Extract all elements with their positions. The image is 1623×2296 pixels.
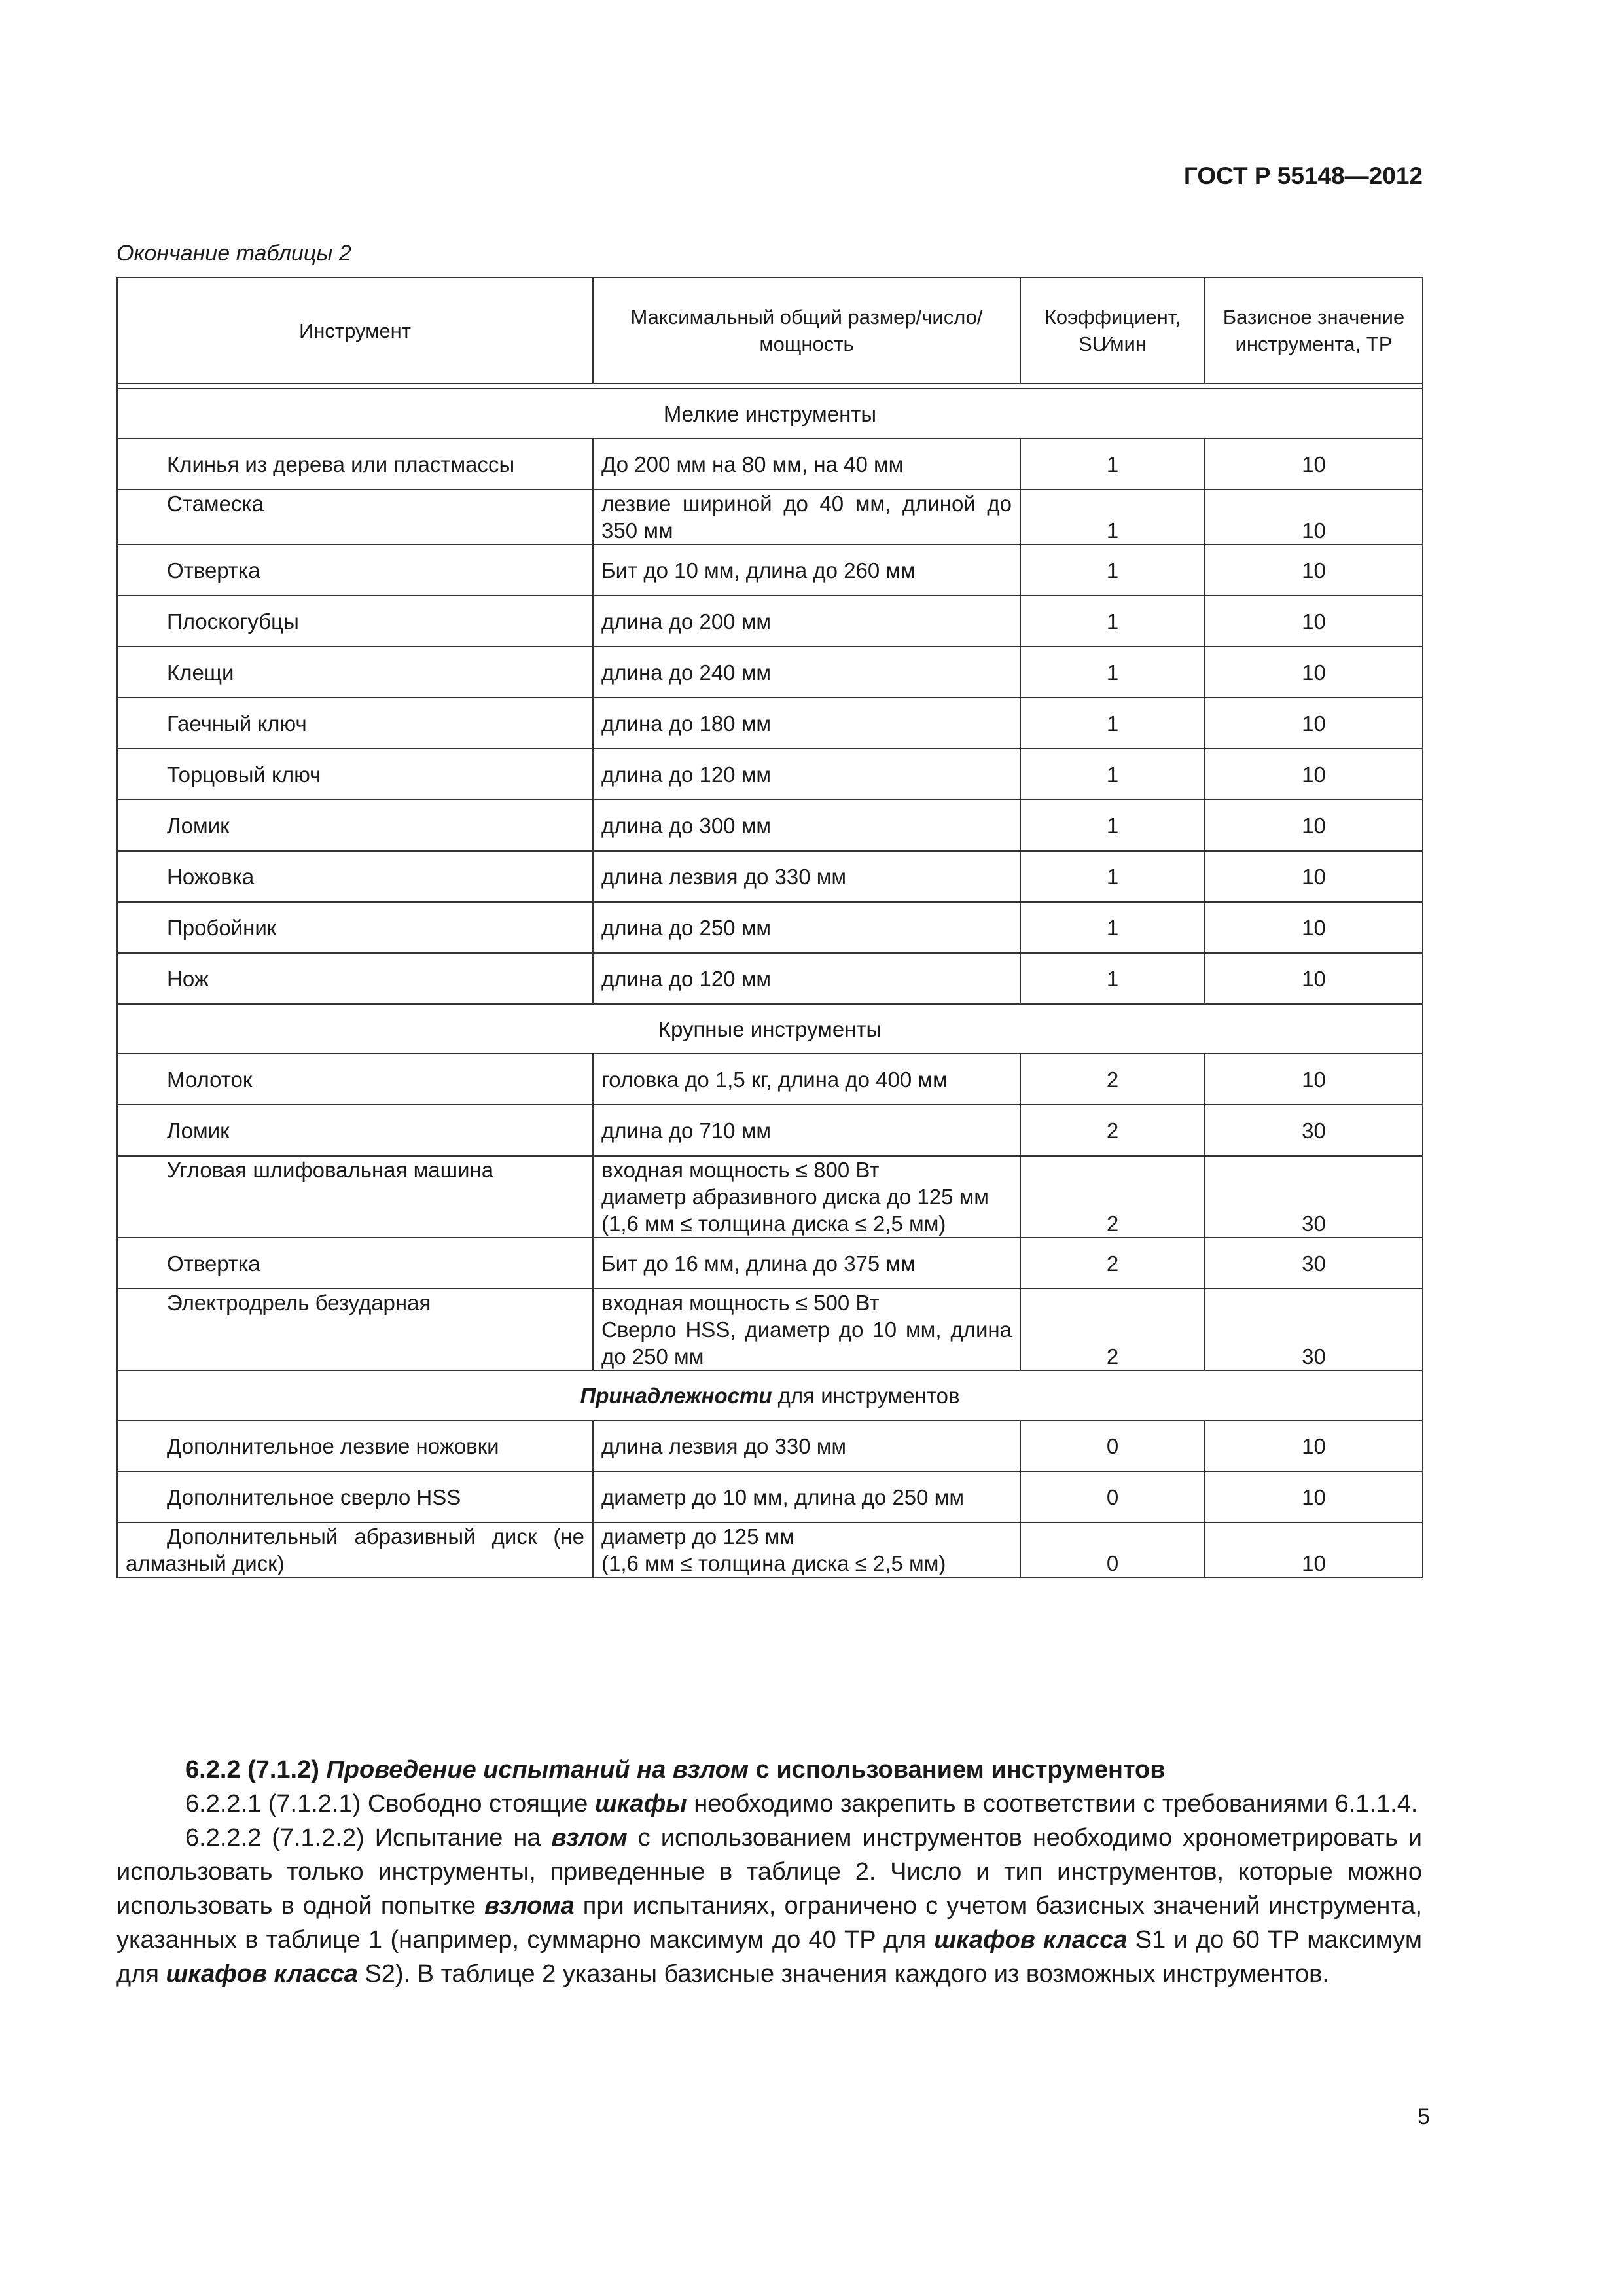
tool-name: Угловая шлифовальная машина bbox=[117, 1156, 593, 1238]
table-row bbox=[117, 1471, 1423, 1522]
tool-base-value: 10 bbox=[1205, 545, 1423, 596]
tool-base-value: 30 bbox=[1205, 1156, 1423, 1238]
column-header-tool: Инструмент bbox=[117, 278, 593, 384]
tool-base-value: 10 bbox=[1205, 749, 1423, 800]
tool-base-value: 10 bbox=[1205, 1420, 1423, 1471]
tool-name: Ломик bbox=[117, 800, 593, 851]
section-title-emphasis: Принадлежности bbox=[580, 1383, 772, 1408]
tool-base-value: 10 bbox=[1205, 953, 1423, 1004]
table-row bbox=[117, 851, 1423, 902]
tool-name: Отвертка bbox=[117, 545, 593, 596]
tool-size-line: входная мощность ≤ 800 Вт bbox=[601, 1158, 880, 1182]
tool-size bbox=[593, 1156, 1020, 1238]
tool-size-line: диаметр абразивного диска до 125 мм bbox=[601, 1185, 989, 1209]
column-header-size: Максимальный общий размер/число/ мощность bbox=[593, 278, 1020, 384]
tool-coefficient: 2 bbox=[1020, 1105, 1205, 1156]
tool-name: Плоскогубцы bbox=[117, 596, 593, 647]
tool-name: Стамеска bbox=[117, 490, 593, 545]
text-run: с использованием инструментов необходимо хронометрировать и использовать только инструменты, приведенные в таблице 2. Число и тип инструментов, которые можно использовать в одной попытке bbox=[116, 1824, 1423, 1920]
tool-size: длина до 200 мм bbox=[593, 596, 1020, 647]
tool-base-value: 10 bbox=[1205, 596, 1423, 647]
table-row bbox=[117, 1105, 1423, 1156]
emphasis-term: шкафы bbox=[594, 1790, 687, 1818]
tool-size-line: Сверло HSS, диаметр до 10 мм, длина до 250 мм bbox=[601, 1318, 1012, 1369]
tool-name: Молоток bbox=[117, 1054, 593, 1105]
table-caption: Окончание таблицы 2 bbox=[116, 241, 351, 266]
tool-size: головка до 1,5 кг, длина до 400 мм bbox=[593, 1054, 1020, 1105]
tool-coefficient: 1 bbox=[1020, 698, 1205, 749]
tool-name: Дополнительный абразивный диск (не алмазный диск) bbox=[117, 1522, 593, 1577]
tool-name: Ломик bbox=[117, 1105, 593, 1156]
table-row bbox=[117, 749, 1423, 800]
tool-size: длина лезвия до 330 мм bbox=[593, 851, 1020, 902]
paragraph-6-2-2-2 bbox=[116, 1821, 1422, 1991]
table-row bbox=[117, 1156, 1423, 1238]
text-run: S2). В таблице 2 указаны базисные значения каждого из возможных инструментов. bbox=[357, 1960, 1329, 1988]
tool-name: Отвертка bbox=[117, 1238, 593, 1289]
heading-emphasis: Проведение испытаний на взлом bbox=[326, 1756, 749, 1784]
emphasis-term: шкафов класса bbox=[934, 1926, 1128, 1954]
tool-size: длина до 300 мм bbox=[593, 800, 1020, 851]
section-title: Мелкие инструменты bbox=[117, 389, 1423, 439]
heading-number: 6.2.2 (7.1.2) bbox=[185, 1756, 327, 1784]
column-header-coefficient: Коэффициент, SU⁄мин bbox=[1020, 278, 1205, 384]
tool-coefficient: 1 bbox=[1020, 596, 1205, 647]
tool-name: Нож bbox=[117, 953, 593, 1004]
tool-base-value: 30 bbox=[1205, 1238, 1423, 1289]
table-header-row bbox=[117, 278, 1423, 384]
tool-name: Клещи bbox=[117, 647, 593, 698]
tool-base-value: 10 bbox=[1205, 1522, 1423, 1577]
tool-coefficient: 2 bbox=[1020, 1238, 1205, 1289]
tool-size-line: (1,6 мм ≤ толщина диска ≤ 2,5 мм) bbox=[601, 1211, 946, 1236]
table-row bbox=[117, 1289, 1423, 1371]
table-row bbox=[117, 545, 1423, 596]
table-row bbox=[117, 1420, 1423, 1471]
tool-size: Бит до 10 мм, длина до 260 мм bbox=[593, 545, 1020, 596]
table-row bbox=[117, 953, 1423, 1004]
tool-base-value: 10 bbox=[1205, 1054, 1423, 1105]
section-heading bbox=[116, 1753, 1422, 1787]
table-row bbox=[117, 1238, 1423, 1289]
tool-name: Ножовка bbox=[117, 851, 593, 902]
tool-name: Гаечный ключ bbox=[117, 698, 593, 749]
section-title bbox=[117, 1371, 1423, 1420]
table-row bbox=[117, 1054, 1423, 1105]
heading-rest: с использованием инструментов bbox=[749, 1756, 1166, 1784]
tool-coefficient: 1 bbox=[1020, 902, 1205, 953]
table-row bbox=[117, 490, 1423, 545]
tool-size: длина лезвия до 330 мм bbox=[593, 1420, 1020, 1471]
table-row bbox=[117, 1522, 1423, 1577]
tool-size: диаметр до 10 мм, длина до 250 мм bbox=[593, 1471, 1020, 1522]
tool-coefficient: 1 bbox=[1020, 749, 1205, 800]
tool-coefficient: 1 bbox=[1020, 439, 1205, 490]
emphasis-term: шкафов класса bbox=[166, 1960, 358, 1988]
column-header-base-value: Базисное значение инструмента, TP bbox=[1205, 278, 1423, 384]
document-code: ГОСТ Р 55148—2012 bbox=[1183, 162, 1423, 189]
tool-size bbox=[593, 1289, 1020, 1371]
tool-size: длина до 180 мм bbox=[593, 698, 1020, 749]
tool-size: длина до 120 мм bbox=[593, 749, 1020, 800]
tool-coefficient: 2 bbox=[1020, 1054, 1205, 1105]
tool-size: длина до 120 мм bbox=[593, 953, 1020, 1004]
section-row-large-tools bbox=[117, 1004, 1423, 1054]
tool-base-value: 30 bbox=[1205, 1289, 1423, 1371]
text-run: 6.2.2.2 (7.1.2.2) Испытание на bbox=[185, 1824, 552, 1852]
body-text bbox=[116, 1753, 1422, 1991]
tool-base-value: 10 bbox=[1205, 490, 1423, 545]
section-row-small-tools bbox=[117, 389, 1423, 439]
tool-size: длина до 240 мм bbox=[593, 647, 1020, 698]
tool-size-line: входная мощность ≤ 500 Вт bbox=[601, 1291, 880, 1315]
tool-coefficient: 1 bbox=[1020, 953, 1205, 1004]
table-row bbox=[117, 698, 1423, 749]
tool-name: Торцовый ключ bbox=[117, 749, 593, 800]
table-row bbox=[117, 800, 1423, 851]
section-row-accessories bbox=[117, 1371, 1423, 1420]
section-title: Крупные инструменты bbox=[117, 1004, 1423, 1054]
tool-coefficient: 0 bbox=[1020, 1420, 1205, 1471]
tool-name: Дополнительное лезвие ножовки bbox=[117, 1420, 593, 1471]
tool-size: длина до 250 мм bbox=[593, 902, 1020, 953]
tool-size: длина до 710 мм bbox=[593, 1105, 1020, 1156]
tool-coefficient: 1 bbox=[1020, 545, 1205, 596]
tool-coefficient: 2 bbox=[1020, 1289, 1205, 1371]
tool-size-line: диаметр до 125 мм bbox=[601, 1524, 795, 1549]
tool-coefficient: 2 bbox=[1020, 1156, 1205, 1238]
tool-name: Дополнительное сверло HSS bbox=[117, 1471, 593, 1522]
tool-base-value: 10 bbox=[1205, 698, 1423, 749]
text-run: S1 и до 60 TP максимум для bbox=[116, 1926, 1423, 1988]
table-row bbox=[117, 596, 1423, 647]
text-run: при испытаниях, ограничено с учетом базисных значений инструмента, указанных в таблице 1 (например, суммарно максимум до 40 TP для bbox=[116, 1892, 1422, 1954]
tool-size: лезвие шириной до 40 мм, длиной до 350 мм bbox=[593, 490, 1020, 545]
header-separator bbox=[117, 384, 1423, 389]
tool-size: Бит до 16 мм, длина до 375 мм bbox=[593, 1238, 1020, 1289]
emphasis-term: взлом bbox=[551, 1824, 628, 1852]
tool-size-line: (1,6 мм ≤ толщина диска ≤ 2,5 мм) bbox=[601, 1551, 946, 1575]
tool-name: Пробойник bbox=[117, 902, 593, 953]
table-row bbox=[117, 647, 1423, 698]
tool-base-value: 10 bbox=[1205, 902, 1423, 953]
tool-coefficient: 1 bbox=[1020, 800, 1205, 851]
text-run: необходимо закрепить в соответствии с требованиями 6.1.1.4. bbox=[687, 1790, 1418, 1818]
section-title-rest: для инструментов bbox=[772, 1383, 960, 1408]
tool-coefficient: 0 bbox=[1020, 1522, 1205, 1577]
page-number: 5 bbox=[1418, 2104, 1430, 2129]
paragraph-6-2-2-1 bbox=[116, 1787, 1422, 1821]
tool-base-value: 10 bbox=[1205, 647, 1423, 698]
table-row bbox=[117, 439, 1423, 490]
tool-base-value: 10 bbox=[1205, 851, 1423, 902]
tool-base-value: 30 bbox=[1205, 1105, 1423, 1156]
tool-coefficient: 1 bbox=[1020, 647, 1205, 698]
tool-coefficient: 0 bbox=[1020, 1471, 1205, 1522]
text-run: 6.2.2.1 (7.1.2.1) Свободно стоящие bbox=[185, 1790, 595, 1818]
tool-base-value: 10 bbox=[1205, 439, 1423, 490]
tool-coefficient: 1 bbox=[1020, 490, 1205, 545]
tool-base-value: 10 bbox=[1205, 800, 1423, 851]
tool-size: До 200 мм на 80 мм, на 40 мм bbox=[593, 439, 1020, 490]
table-row bbox=[117, 902, 1423, 953]
tool-size bbox=[593, 1522, 1020, 1577]
tool-name: Электродрель безударная bbox=[117, 1289, 593, 1371]
tools-table bbox=[116, 277, 1423, 1578]
emphasis-term: взлома bbox=[484, 1892, 575, 1920]
tool-name: Клинья из дерева или пластмассы bbox=[117, 439, 593, 490]
tool-coefficient: 1 bbox=[1020, 851, 1205, 902]
tool-base-value: 10 bbox=[1205, 1471, 1423, 1522]
